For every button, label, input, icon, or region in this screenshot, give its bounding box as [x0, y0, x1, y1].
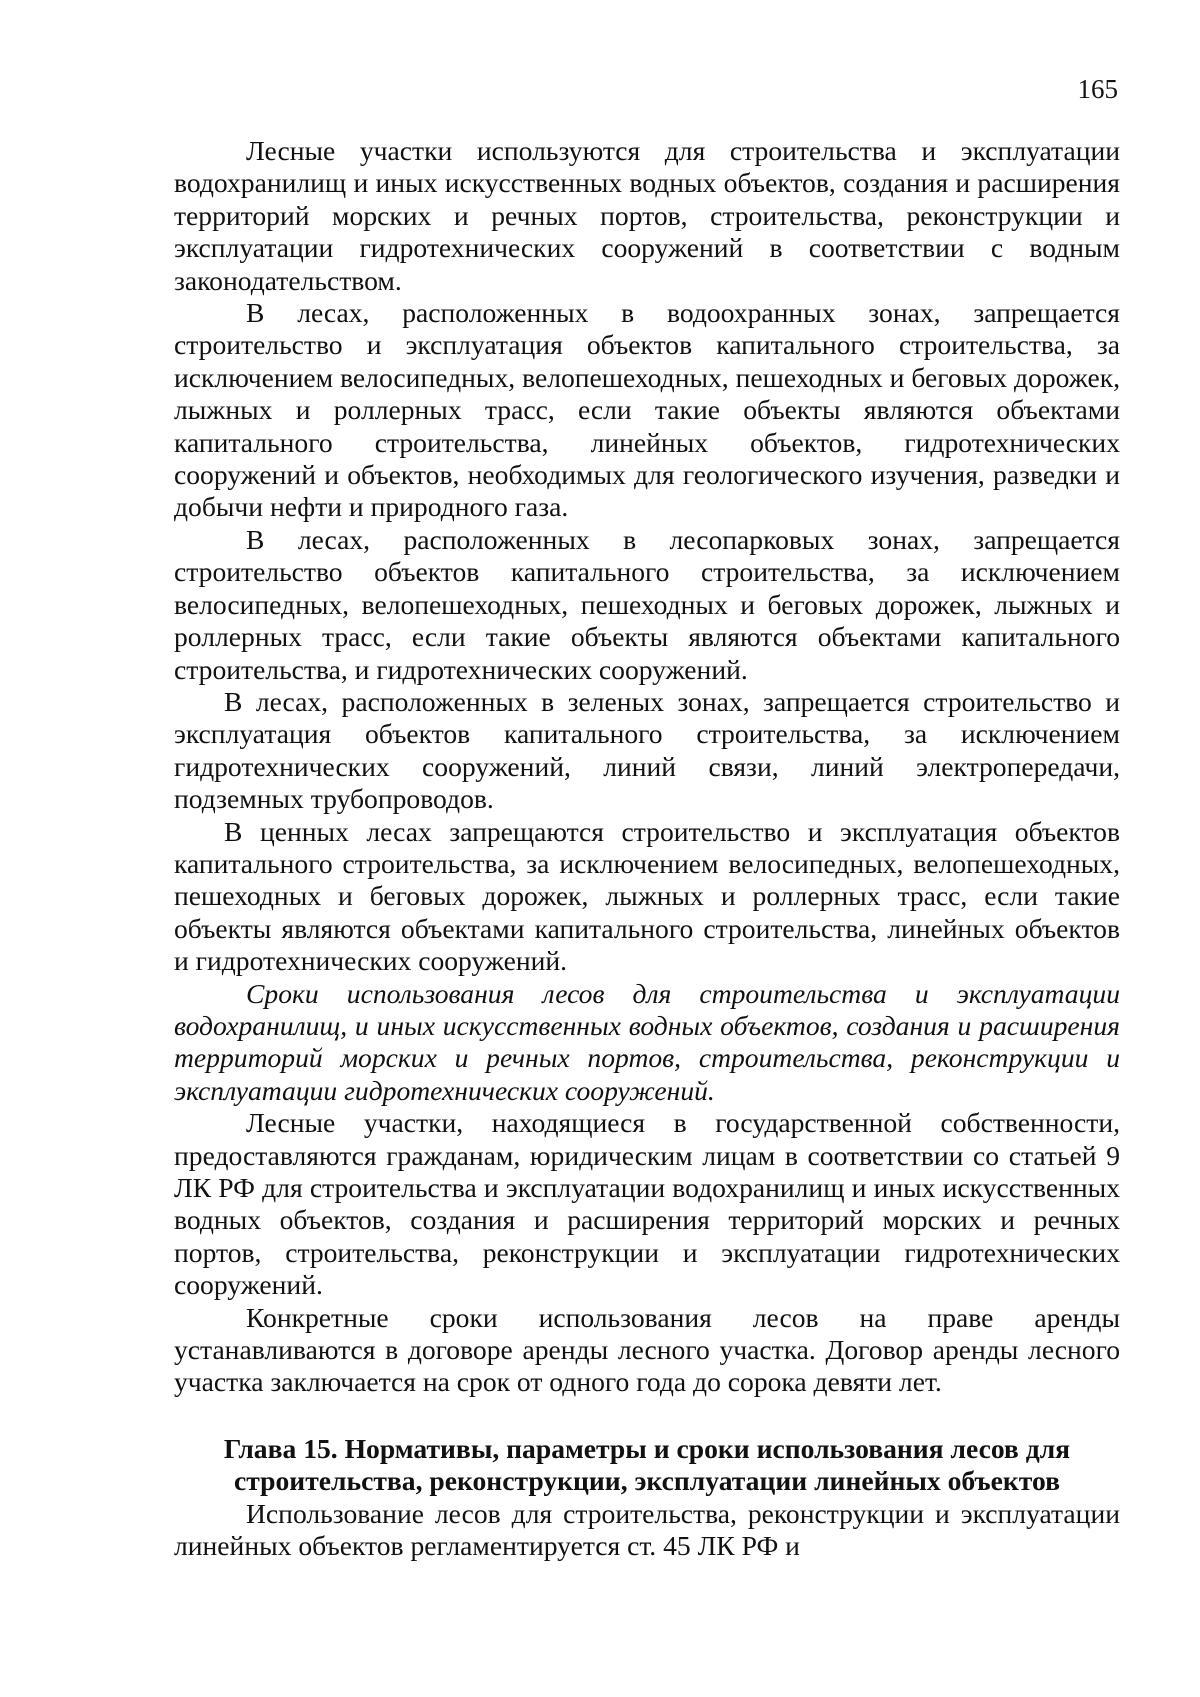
page-number: 165 — [1077, 74, 1118, 104]
paragraph-valuable-forests: В ценных лесах запрещаются строительство и эксплуатация объектов капитального строительства, за исключением велосипедных, велопешеходных, пешеходных и беговых дорожек, лыжных и роллерных трасс, если такие объекты являются объектами капитального строительства, линейных объектов и гидротехнических сооружений. — [174, 815, 1120, 977]
paragraph-state-ownership: Лесные участки, находящиеся в государственной собственности, предоставляются гражданам, юридическим лицам в соответствии со статьей 9 ЛК РФ для строительства и эксплуатации водохранилищ и иных искусственных водных объектов, создания и расширения территорий морских и речных портов, строительства, реконструкции и эксплуатации гидротехнических сооружений. — [174, 1107, 1120, 1301]
paragraph-water-objects: Лесные участки используются для строительства и эксплуатации водохранилищ и иных искусственных водных объектов, создания и расширения территорий морских и речных портов, строительства, реконструкции и эксплуатации гидротехнических сооружений в соответствии с водным законодательством. — [174, 135, 1120, 296]
paragraph-water-protection-zones: В лесах, расположенных в водоохранных зонах, запрещается строительство и эксплуатация объектов капитального строительства, за исключением велосипедных, велопешеходных, пешеходных и беговых дорожек, лыжных и роллерных трасс, если такие объекты являются объектами капитального строительства, линейных объектов, гидротехнических сооружений и объектов, необходимых для геологического изучения, разведки и добычи нефти и природного газа. — [174, 297, 1120, 523]
paragraph-lease-terms: Конкретные сроки использования лесов на праве аренды устанавливаются в договоре аренды лесного участка. Договор аренды лесного участка заключается на срок от одного года до сорока девяти лет. — [174, 1301, 1120, 1398]
paragraph-forest-park-zones: В лесах, расположенных в лесопарковых зонах, запрещается строительство объектов капитального строительства, за исключением велосипедных, велопешеходных, пешеходных и беговых дорожек, лыжных и роллерных трасс, если такие объекты являются объектами капитального строительства, и гидротехнических сооружений. — [174, 523, 1120, 685]
chapter-heading: Глава 15. Нормативы, параметры и сроки использования лесов для строительства, реконструкции, эксплуатации линейных объектов — [223, 1432, 1071, 1497]
paragraph-usage-terms-heading: Сроки использования лесов для строительства и эксплуатации водохранилищ, и иных искусственных водных объектов, создания и расширения территорий морских и речных портов, строительства, реконструкции и эксплуатации гидротехнических сооружений. — [174, 977, 1120, 1106]
paragraph-linear-objects: Использование лесов для строительства, реконструкции и эксплуатации линейных объектов регламентируется ст. 45 ЛК РФ и — [174, 1497, 1120, 1562]
paragraph-green-zones: В лесах, расположенных в зеленых зонах, запрещается строительство и эксплуатация объектов капитального строительства, за исключением гидротехнических сооружений, линий связи, линий электропередачи, подземных трубопроводов. — [174, 685, 1120, 815]
page-body — [174, 135, 1120, 1562]
